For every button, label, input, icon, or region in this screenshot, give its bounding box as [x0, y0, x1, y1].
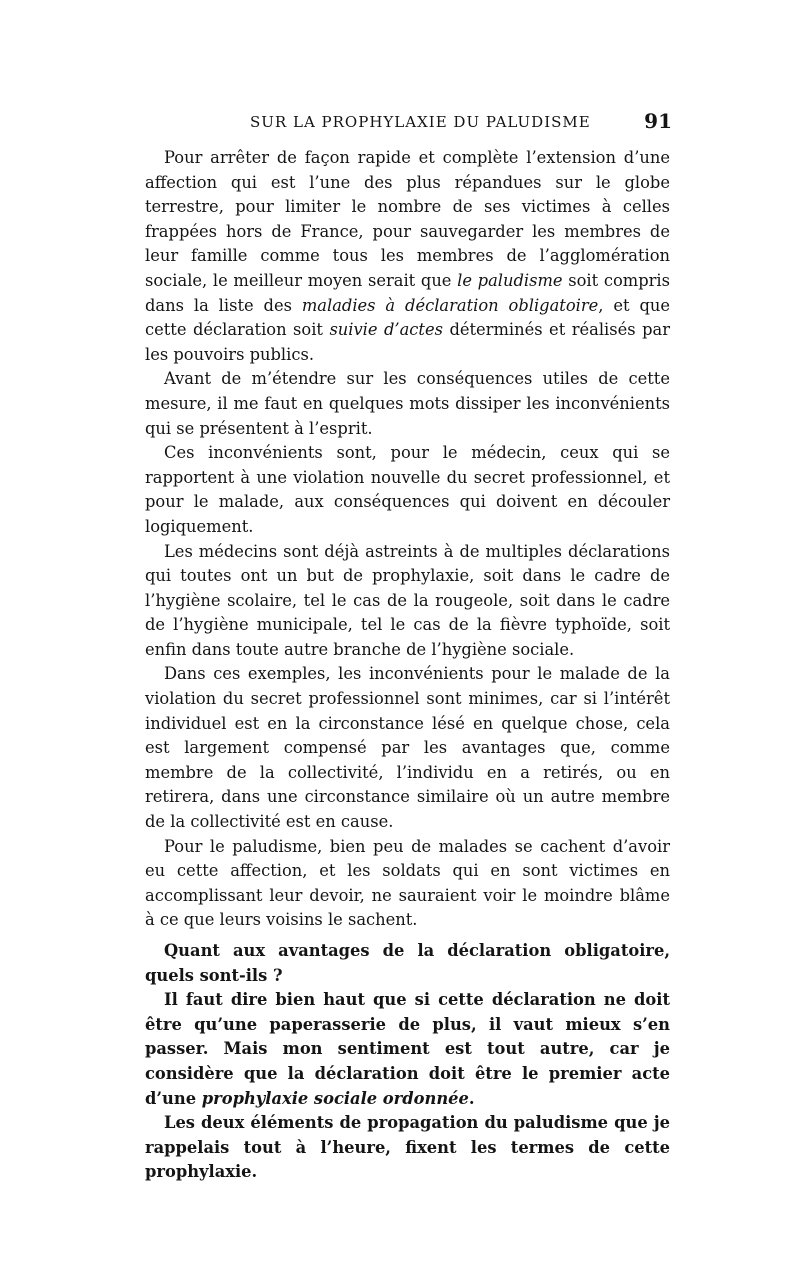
- running-title: SUR LA PROPHYLAXIE DU PALUDISME: [250, 113, 591, 131]
- paragraph-text: déterminés et réalisés par les pouvoirs publics.: [145, 320, 670, 364]
- paragraph: [145, 540, 670, 663]
- italic-text: le paludisme: [457, 270, 563, 290]
- paragraph-text: Dans ces exemples, les inconvénients pour le malade de la violation du secret professionnel sont minimes, car si l’intérêt individuel est en la circonstance lésé en quelque chose, cela est largement compensé par les avantages que, comme membre de la collectivité, l’individu en a retirés, ou en retirera, dans une circonstance similaire où un autre membre de la collectivité est en cause.: [145, 664, 670, 832]
- paragraph: [145, 939, 670, 988]
- paragraph: [145, 662, 670, 834]
- paragraph-text: Quant aux avantages de la déclaration obligatoire, quels sont-ils ?: [145, 941, 670, 985]
- italic-text: prophylaxie sociale ordonnée: [201, 1088, 469, 1108]
- paragraph: [145, 835, 670, 933]
- paragraph: [145, 1111, 670, 1185]
- italic-text: maladies à déclaration obligatoire: [301, 295, 599, 315]
- paragraph-text: Pour arrêter de façon rapide et complète l’extension d’une affection qui est l’une des plus répandues sur le globe terrestre, pour limiter le nombre de ses victimes à celles frappées hors de France, pour sauvegarder les membres de leur famille comme tous les membres de l’agglomération sociale, le meilleur moyen serait que: [145, 148, 670, 290]
- paragraph-text: Les deux éléments de propagation du paludisme que je rappelais tout à l’heure, fixent les termes de cette prophylaxie.: [145, 1113, 670, 1182]
- paragraph-text: , et que cette déclaration soit: [145, 295, 670, 340]
- paragraph-text: .: [468, 1088, 475, 1108]
- paragraph-text: Les médecins sont déjà astreints à de multiples déclarations qui toutes ont un but de prophylaxie, soit dans le cadre de l’hygiène scolaire, tel le cas de la rougeole, soit dans le cadre de l’hygiène municipale, tel le cas de la fièvre typhoïde, soit enfin dans toute autre branche de l’hygiène sociale.: [145, 541, 670, 659]
- paragraph-text: Avant de m’étendre sur les conséquences utiles de cette mesure, il me faut en quelques mots dissiper les inconvénients qui se présentent à l’esprit.: [145, 369, 670, 438]
- paragraph-text: Ces inconvénients sont, pour le médecin, ceux qui se rapportent à une violation nouvelle du secret professionnel, et pour le malade, aux conséquences qui doivent en découler logiquement.: [145, 443, 670, 536]
- paragraph: [145, 146, 670, 367]
- page-header: [240, 109, 672, 139]
- page-number: 91: [644, 109, 672, 133]
- paragraph-text: soit compris dans la liste des: [145, 270, 670, 315]
- paragraph: [145, 441, 670, 539]
- body-text: [145, 146, 670, 1185]
- paragraph: [145, 367, 670, 441]
- italic-text: suivie d’actes: [329, 320, 443, 340]
- paragraph-text: Pour le paludisme, bien peu de malades se cachent d’avoir eu cette affection, et les soldats qui en sont victimes en accomplissant leur devoir, ne sauraient voir le moindre blâme à ce que leurs voisins le sachent.: [145, 836, 670, 930]
- paragraph-text: Il faut dire bien haut que si cette déclaration ne doit être qu’une paperasserie de plus, il vaut mieux s’en passer. Mais mon sentiment est tout autre, car je considère que la déclaration doit être le premier acte d’une: [145, 990, 670, 1108]
- paragraph: [145, 988, 670, 1111]
